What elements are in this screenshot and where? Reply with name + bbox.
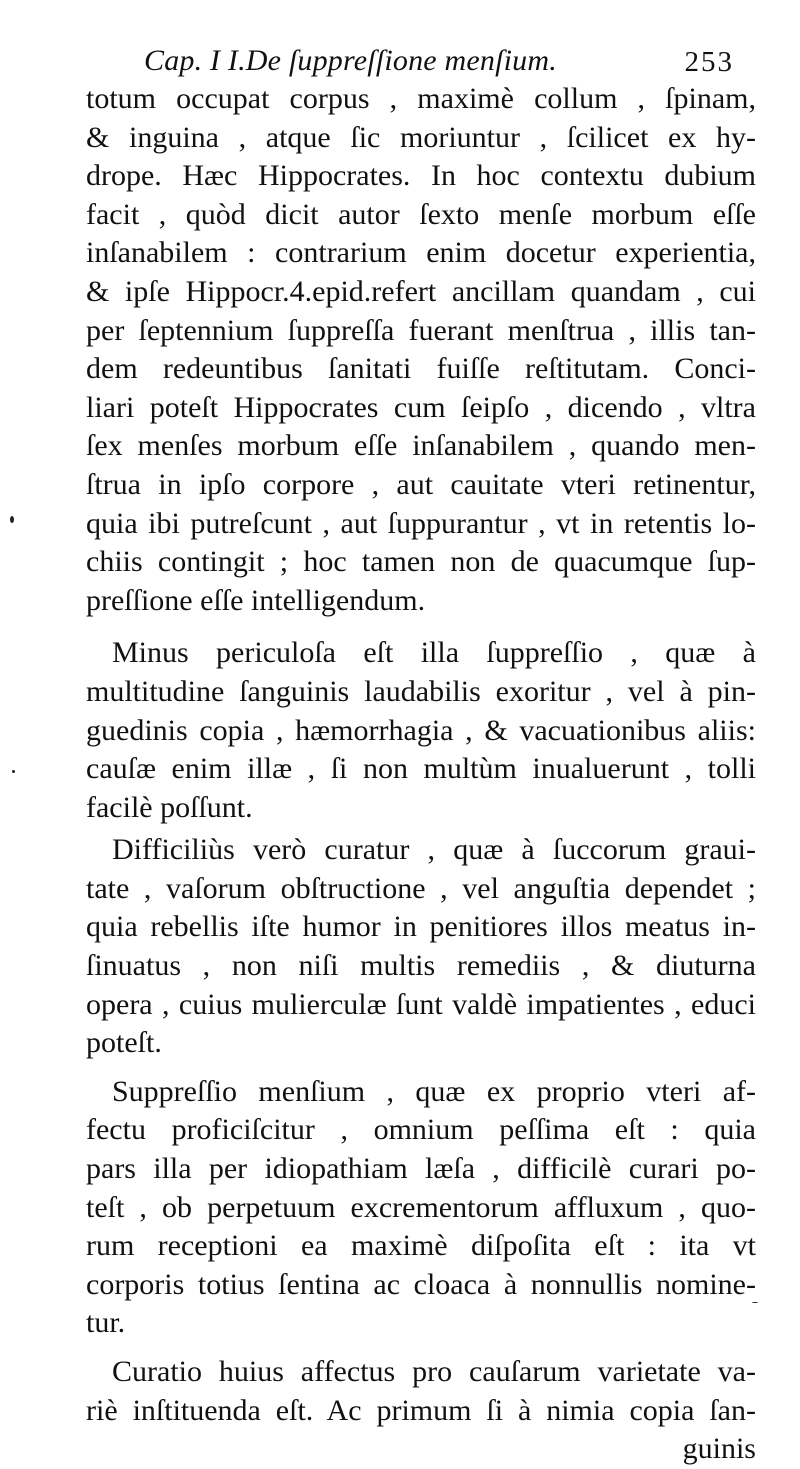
- running-head: Cap. I I.De ſuppreſſione menſium.: [144, 44, 557, 77]
- text-line: tur.: [86, 1306, 126, 1340]
- paragraph: [86, 634, 756, 827]
- text-line: Suppreſſio menſium , quæ ex proprio vteri af-: [112, 1074, 756, 1108]
- page-number: 253: [684, 46, 734, 78]
- text-line: poteſt.: [86, 1026, 162, 1060]
- text-line: opera , cuius mulierculæ ſunt valdè impatientes , educi: [86, 987, 756, 1021]
- text-line: ſinuatus , non niſi multis remediis , & diuturna: [86, 949, 756, 983]
- text-line: & ipſe Hippocr.4.epid.refert ancillam quandam , cui: [86, 274, 756, 308]
- text-line: dem redeuntibus ſanitati fuiſſe reſtitutam. Conci-: [86, 352, 756, 386]
- text-line: teſt , ob perpetuum excrementorum affluxum , quo-: [86, 1190, 756, 1224]
- text-line: pars illa per idiopathiam læſa , difficilè curari po-: [86, 1152, 756, 1186]
- text-line: Curatio huius affectus pro cauſarum varietate va-: [112, 1355, 756, 1388]
- margin-speck: [752, 1302, 758, 1303]
- paragraph: [86, 80, 756, 620]
- text-line: fectu proficiſcitur , omnium peſſima eſt : quia: [86, 1113, 756, 1147]
- text-line: quia ibi putreſcunt , aut ſuppurantur , vt in retentis lo-: [86, 506, 756, 540]
- text-line: tate , vaſorum obſtructione , vel anguſtia dependet ;: [86, 871, 756, 905]
- text-line: Minus periculoſa eſt illa ſuppreſſio , quæ à: [112, 636, 756, 670]
- text-line: drope. Hæc Hippocrates. In hoc contextu dubium: [86, 159, 756, 193]
- text-line: ſtrua in ipſo corpore , aut cauitate vteri retinentur,: [86, 467, 756, 501]
- text-line: & inguina , atque ſic moriuntur , ſcilicet ex hy-: [86, 120, 756, 154]
- text-line: preſſione eſſe intelligendum.: [86, 583, 426, 617]
- text-line: chiis contingit ; hoc tamen non de quacumque ſup-: [86, 545, 756, 579]
- text-line: facit , quòd dicit autor ſexto menſe morbum eſſe: [86, 197, 756, 231]
- text-line: guedinis copia , hæmorrhagia , & vacuationibus aliis:: [86, 713, 756, 747]
- text-line: quia rebellis iſte humor in penitiores illos meatus in-: [86, 910, 756, 944]
- text-line: inſanabilem : contrarium enim docetur experientia,: [86, 236, 756, 270]
- paragraph: [86, 831, 756, 1063]
- text-line: facilè poſſunt.: [86, 790, 253, 824]
- catchword: guinis: [682, 1432, 756, 1466]
- text-line: ſex menſes morbum eſſe inſanabilem , quando men-: [86, 429, 756, 463]
- text-line: rum receptioni ea maximè diſpoſita eſt : ita vt: [86, 1229, 756, 1263]
- text-line: per ſeptennium ſuppreſſa fuerant menſtrua , illis tan-: [86, 313, 756, 347]
- page-body: [86, 80, 756, 1469]
- text-line: liari poteſt Hippocrates cum ſeipſo , dicendo , vltra: [86, 390, 756, 424]
- text-line: totum occupat corpus , maximè collum , ſpinam,: [86, 82, 756, 115]
- text-line: riè inſtituenda eſt. Ac primum ſi à nimia copia ſan-: [86, 1393, 756, 1427]
- margin-speck: [10, 516, 14, 523]
- paragraph: [86, 1353, 756, 1430]
- margin-speck: [12, 770, 15, 773]
- text-line: cauſæ enim illæ , ſi non multùm inualuerunt , tolli: [86, 752, 756, 786]
- paragraph: [86, 1073, 756, 1343]
- text-line: corporis totius ſentina ac cloaca à nonnullis nomine-: [86, 1267, 756, 1301]
- text-line: multitudine ſanguinis laudabilis exoritur , vel à pin-: [86, 674, 756, 708]
- text-line: Difficiliùs verò curatur , quæ à ſuccorum graui-: [112, 833, 756, 867]
